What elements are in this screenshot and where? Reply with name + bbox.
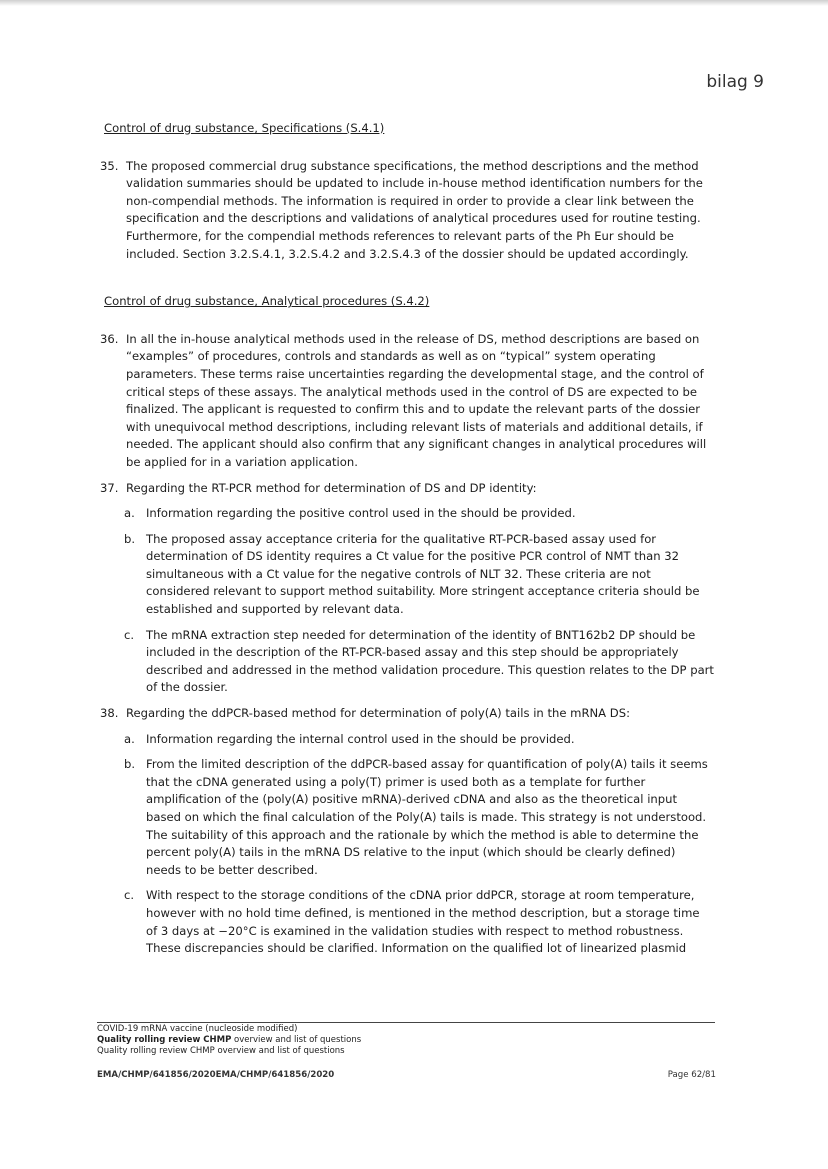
scan-top-edge xyxy=(0,0,828,6)
question-37 xyxy=(100,480,714,498)
question-text: Regarding the RT-PCR method for determination of DS and DP identity: xyxy=(126,480,537,495)
subitem-letter: a. xyxy=(124,731,135,746)
footer xyxy=(97,1024,715,1057)
question-text: Regarding the ddPCR-based method for determination of poly(A) tails in the mRNA DS: xyxy=(126,706,630,721)
question-number: 36. xyxy=(100,331,119,346)
question-38-c xyxy=(104,887,714,957)
footer-review-line-duplicate: Quality rolling review CHMP overview and list of questions xyxy=(97,1046,345,1056)
appendix-stamp: bilag 9 xyxy=(706,72,764,92)
footer-product-line: COVID-19 mRNA vaccine (nucleoside modified) xyxy=(97,1024,298,1034)
subitem-letter: b. xyxy=(124,757,136,772)
question-text: In all the in-house analytical methods used in the release of DS, method descriptions are based on “examples” of procedures, controls and standards as well as on “typical” system operating parameters. These terms raise uncertainties regarding the developmental stage, and the control of critical steps of these assays. The analytical methods used in the control of DS are expected to be finalized. The applicant is requested to confirm this and to update the relevant parts of the dossier with unequivocal method descriptions, including relevant lists of materials and additional details, if needed. The applicant should also confirm that any significant changes in analytical procedures will be applied for in a variation application. xyxy=(126,331,707,469)
subitem-text: With respect to the storage conditions of the cDNA prior ddPCR, storage at room temperature, however with no hold time defined, is mentioned in the method description, but a storage time of 3 days at −20°C is examined in the validation studies with respect to method robustness. These discrepancies should be clarified. Information on the qualified lot of linearized plasmid xyxy=(146,888,700,956)
question-37-a xyxy=(104,505,714,523)
subitem-letter: c. xyxy=(124,888,135,903)
section-title-specifications: Control of drug substance, Specifications (S.4.1) xyxy=(104,121,385,135)
question-37-b xyxy=(104,531,714,619)
section-title-analytical-procedures: Control of drug substance, Analytical procedures (S.4.2) xyxy=(104,294,430,309)
subitem-text: The mRNA extraction step needed for determination of the identity of BNT162b2 DP should be included in the description of the RT-PCR-based assay and this step should be appropriately described and addressed in the method validation procedure. This question relates to the DP part of the dossier. xyxy=(146,627,714,695)
question-number: 37. xyxy=(100,480,119,495)
footer-review-line xyxy=(97,1035,715,1046)
subitem-letter: a. xyxy=(124,506,135,521)
subitem-text: Information regarding the positive control used in the should be provided. xyxy=(146,506,576,521)
subitem-text: The proposed assay acceptance criteria for the qualitative RT-PCR-based assay used for determination of DS identity requires a Ct value for the positive PCR control of NMT than 32 simultaneous with a Ct value for the negative controls of NLT 32. These criteria are not considered relevant to support method suitability. More stringent acceptance criteria should be established and supported by relevant data. xyxy=(146,531,700,617)
subitem-letter: c. xyxy=(124,627,135,642)
footer-divider xyxy=(97,1022,715,1023)
question-number: 35. xyxy=(100,158,119,173)
subitem-text: From the limited description of the ddPCR-based assay for quantification of poly(A) tails it seems that the cDNA generated using a poly(T) primer is used both as a template for further amplification of the (poly(A) positive mRNA)-derived cDNA and also as the theoretical input based on which the final calculation of the Poly(A) tails is made. This strategy is not understood. The suitability of this approach and the rationale by which the method is able to determine the percent poly(A) tails in the mRNA DS relative to the input (which should be clearly defined) needs to be better described. xyxy=(146,757,708,877)
document-body xyxy=(100,120,714,958)
page-number: Page 62/81 xyxy=(667,1070,716,1080)
subitem-letter: b. xyxy=(124,531,136,546)
footer-review-bold: Quality rolling review CHMP xyxy=(97,1035,232,1045)
footer-review-rest: overview and list of questions xyxy=(231,1035,362,1045)
subitem-text: Information regarding the internal control used in the should be provided. xyxy=(146,731,575,746)
question-37-c xyxy=(104,627,714,697)
question-35 xyxy=(100,158,714,264)
question-text: The proposed commercial drug substance specifications, the method descriptions and the method validation summaries should be updated to include in-house method identification numbers for the non-compendial methods. The information is required in order to provide a clear link between the specification and the descriptions and validations of analytical procedures used for routine testing. Furthermore, for the compendial methods references to relevant parts of the Ph Eur should be included. Section 3.2.S.4.1, 3.2.S.4.2 and 3.2.S.4.3 of the dossier should be updated accordingly. xyxy=(126,158,703,261)
question-38-a xyxy=(104,731,714,749)
document-reference: EMA/CHMP/641856/2020EMA/CHMP/641856/2020 xyxy=(97,1070,335,1080)
question-36 xyxy=(100,331,714,472)
question-38-b xyxy=(104,756,714,879)
question-38 xyxy=(100,705,714,723)
question-number: 38. xyxy=(100,706,119,721)
